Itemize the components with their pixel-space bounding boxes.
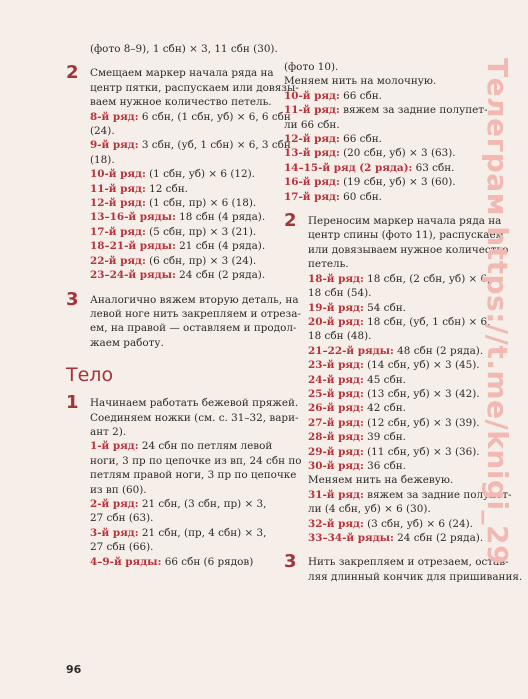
watermark (470, 58, 526, 618)
row-instruction (90, 268, 280, 282)
row-text: (1 сбн, уб) × 6 (12). (145, 168, 255, 181)
row-continuation: ли (4 сбн, уб) × 6 (30). (308, 503, 431, 516)
row-text: (11 сбн, уб) × 3 (36). (363, 445, 480, 458)
row-label: 20-й ряд: (308, 315, 364, 328)
row-label: 18–21-й ряды: (90, 240, 176, 253)
row-instruction (284, 89, 482, 103)
continuation-line: (фото 8–9), 1 сбн) × 3, 11 сбн (30). (90, 43, 278, 55)
row-text: 60 сбн. (339, 190, 382, 203)
row-label: 16-й ряд: (284, 176, 340, 189)
row-text: 48 сбн (2 ряда). (393, 344, 484, 357)
text-line: ем, на правой — оставляем и продол- (90, 322, 297, 335)
row-label: 1-й ряд: (90, 440, 139, 453)
row-label: 9-й ряд: (90, 139, 139, 152)
row-label: 17-й ряд: (284, 190, 340, 203)
row-label: 13–16-й ряды: (90, 211, 176, 224)
text-line: Начинаем работать бежевой пряжей. (90, 397, 299, 410)
row-label: 30-й ряд: (308, 459, 364, 472)
text-line: ант 2). (90, 425, 127, 438)
row-label: 19-й ряд: (308, 301, 364, 314)
row-label: 22-й ряд: (90, 254, 146, 267)
row-text: 42 сбн. (363, 402, 406, 415)
step-number: 2 (66, 62, 79, 84)
row-text: 24 сбн (2 ряда). (393, 532, 484, 544)
page-number: 96 (66, 663, 82, 676)
row-label: 33–34-й ряды: (308, 532, 394, 544)
row-instruction (308, 401, 482, 415)
section-title: Тело (66, 364, 114, 387)
row-label: 8-й ряд: (90, 110, 139, 123)
row-instruction (90, 196, 280, 210)
row-label: 10-й ряд: (90, 168, 146, 181)
step-number: 3 (284, 551, 297, 573)
row-text: 21 сбн, (пр, 4 сбн) × 3, (138, 526, 267, 539)
row-instruction (308, 344, 482, 358)
row-label: 23-й ряд: (308, 359, 364, 372)
row-text: 66 сбн. (339, 89, 382, 102)
row-instruction (308, 387, 482, 401)
row-label: 31-й ряд: (308, 488, 364, 501)
row-label: 13-й ряд: (284, 147, 340, 160)
text-line: ляя длинный кончик для пришивания. (308, 570, 523, 583)
text-line: центр пятки, распускаем или довязы- (90, 81, 299, 94)
row-instruction (308, 358, 482, 372)
step-3-second-leg (66, 288, 301, 351)
text-line: Нить закрепляем и отрезаем, остав- (308, 556, 509, 569)
row-instruction (90, 167, 280, 181)
step-1-body (66, 392, 302, 569)
row-instruction (90, 110, 291, 124)
row-instruction (308, 272, 491, 286)
row-text: 24 сбн по петлям левой (138, 440, 273, 453)
row-instruction (308, 301, 482, 315)
row-label: 21–22-й ряды: (308, 344, 394, 357)
row-text: 3 сбн, (уб, 1 сбн) × 6, 3 сбн (138, 139, 291, 152)
row-text: 66 сбн. (339, 133, 382, 146)
text-line: или довязываем нужное количество (308, 243, 509, 256)
row-label: 24-й ряд: (308, 373, 364, 386)
row-instruction (308, 445, 482, 459)
row-instruction (90, 439, 280, 453)
row-label: 23–24-й ряды: (90, 269, 176, 282)
step-3-finish (284, 551, 523, 584)
row-instruction (308, 531, 482, 545)
row-text: 21 сбн (4 ряда). (175, 240, 266, 253)
row-instruction (308, 315, 491, 329)
row-label: 27-й ряд: (308, 416, 364, 429)
row-text: 6 сбн, (1 сбн, уб) × 6, 6 сбн (138, 110, 291, 123)
row-continuation: 27 сбн (63). (90, 512, 154, 525)
row-text: 18 сбн, (уб, 1 сбн) × 6, (363, 315, 491, 328)
row-instruction (90, 138, 291, 152)
text-line: (фото 10). (284, 61, 339, 73)
row-text: 18 сбн, (2 сбн, уб) × 6, (363, 272, 491, 285)
row-text: 12 сбн. (145, 182, 188, 195)
row-instruction (284, 190, 482, 204)
row-text: вяжем за задние полупет- (363, 488, 512, 501)
text-line: Смещаем маркер начала ряда на (90, 67, 274, 80)
row-continuation: (18). (90, 153, 115, 166)
row-continuation: из вп (60). (90, 483, 147, 496)
row-label: 12-й ряд: (284, 133, 340, 146)
row-label: 32-й ряд: (308, 517, 364, 530)
row-instruction (308, 373, 482, 387)
row-text: 45 сбн. (363, 373, 406, 386)
text-line: ваем нужное количество петель. (90, 96, 272, 109)
row-text: 36 сбн. (363, 459, 406, 472)
row-label: 2-й ряд: (90, 497, 139, 510)
row-text: (3 сбн, уб) × 6 (24). (363, 517, 473, 530)
row-continuation: 27 сбн (66). (90, 541, 154, 554)
row-label: 29-й ряд: (308, 445, 364, 458)
row-instruction (284, 103, 488, 117)
left-column (66, 42, 302, 569)
row-instruction (284, 146, 482, 160)
row-text: 21 сбн, (3 сбн, пр) × 3, (138, 497, 267, 510)
row-label: 25-й ряд: (308, 387, 364, 400)
step-number: 1 (66, 392, 79, 414)
text-line: петель. (308, 258, 349, 271)
row-instruction (308, 416, 482, 430)
row-label: 12-й ряд: (90, 197, 146, 210)
row-instruction (308, 488, 512, 502)
row-text: вяжем за задние полупет- (339, 104, 488, 117)
row-label: 3-й ряд: (90, 526, 139, 539)
watermark-text: Телеграм https://t.me/knigi_29 (481, 58, 514, 566)
row-continuation: петлям правой ноги, 3 пр по цепочке (90, 469, 297, 482)
row-instruction (90, 254, 280, 268)
row-text: (1 сбн, пр) × 6 (18). (145, 197, 257, 210)
row-label: 10-й ряд: (284, 89, 340, 102)
row-label: 28-й ряд: (308, 431, 364, 444)
row-text: 18 сбн (4 ряда). (175, 211, 266, 224)
row-instruction (284, 161, 482, 175)
row-instruction (90, 239, 280, 253)
row-instruction (90, 182, 280, 196)
text-line: Соединяем ножки (см. с. 31–32, вари- (90, 411, 299, 424)
text-line: Аналогично вяжем вторую деталь, на (90, 293, 299, 306)
row-text: (20 сбн, уб) × 3 (63). (339, 147, 456, 160)
row-label: 26-й ряд: (308, 402, 364, 415)
row-text: (14 сбн, уб) × 3 (45). (363, 359, 480, 372)
row-continuation: (24). (90, 125, 115, 138)
row-instruction (308, 459, 482, 473)
row-text: (19 сбн, уб) × 3 (60). (339, 176, 456, 189)
row-instruction (90, 497, 280, 511)
text-line: жаем работу. (90, 336, 164, 349)
row-instruction (90, 210, 280, 224)
text-line: Меняем нить на бежевую. (308, 474, 454, 487)
step-2-heel (66, 62, 299, 282)
row-label: 4–9-й ряды: (90, 555, 162, 568)
text-line: Меняем нить на молочную. (284, 75, 437, 88)
row-instruction (90, 225, 280, 239)
row-text: 39 сбн. (363, 431, 406, 444)
row-text: (12 сбн, уб) × 3 (39). (363, 416, 480, 429)
row-text: (5 сбн, пр) × 3 (21). (145, 225, 257, 238)
row-continuation: ли 66 сбн. (284, 118, 340, 131)
row-label: 18-й ряд: (308, 272, 364, 285)
step-number: 2 (284, 210, 297, 232)
row-label: 14–15-й ряд (2 ряда): (284, 161, 413, 174)
row-text: 66 сбн (6 рядов) (161, 555, 254, 568)
row-continuation: ноги, 3 пр по цепочке из вп, 24 сбн по (90, 454, 302, 467)
row-instruction (308, 517, 482, 531)
text-line: Переносим маркер начала ряда на (308, 215, 502, 228)
row-instruction (308, 430, 482, 444)
row-instruction (284, 132, 482, 146)
text-line: левой ноге нить закрепляем и отреза- (90, 307, 301, 320)
row-label: 11-й ряд: (90, 182, 146, 195)
row-instruction (90, 555, 280, 569)
row-instruction (90, 526, 280, 540)
row-text: 24 сбн (2 ряда). (175, 269, 266, 282)
row-instruction (284, 175, 482, 189)
text-line: центр спины (фото 11), распускаем (308, 229, 504, 242)
row-text: (6 сбн, пр) × 3 (24). (145, 254, 257, 267)
row-text: 54 сбн. (363, 301, 406, 314)
step-number: 3 (66, 288, 79, 310)
row-text: 63 сбн. (412, 161, 455, 174)
row-label: 17-й ряд: (90, 225, 146, 238)
row-continuation: 18 сбн (54). (308, 287, 372, 300)
row-text: (13 сбн, уб) × 3 (42). (363, 387, 480, 400)
row-label: 11-й ряд: (284, 104, 340, 117)
row-continuation: 18 сбн (48). (308, 330, 372, 343)
